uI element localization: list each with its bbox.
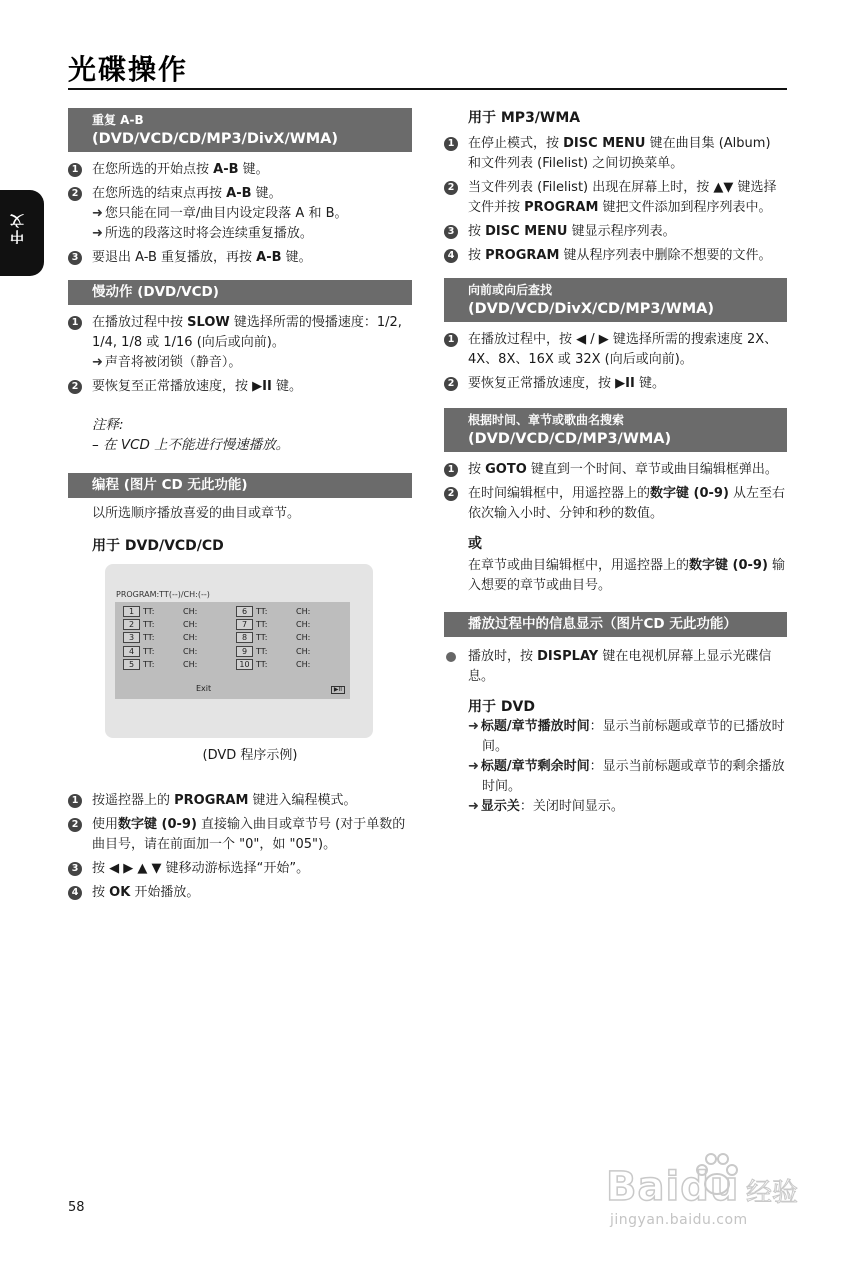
program-tt-label: TT: — [256, 620, 268, 630]
program-ch-label: CH: — [296, 633, 311, 643]
step-text: 在您所选的结束点再按 — [92, 186, 227, 201]
list-item — [444, 330, 787, 370]
program-slot-number: 10 — [236, 659, 253, 670]
list-item — [68, 815, 412, 855]
step-number: 1 — [68, 163, 82, 177]
program-tt-label: TT: — [256, 646, 268, 656]
result-note — [92, 353, 412, 373]
section-header-info-display — [444, 612, 787, 637]
list-item — [444, 222, 787, 242]
list-item — [444, 246, 787, 266]
step-number: 2 — [444, 487, 458, 501]
step-number: 1 — [444, 137, 458, 151]
watermark-logo-cn: 经验 — [746, 1178, 799, 1208]
language-tab — [0, 190, 44, 276]
step-text: 在您所选的开始点按 — [92, 162, 214, 177]
left-column — [68, 108, 412, 907]
step-number: 2 — [68, 818, 82, 832]
program-ch-label: CH: — [183, 646, 198, 656]
program-slot-number: 5 — [123, 659, 140, 670]
step-number: 2 — [68, 380, 82, 394]
section-header-line2: (DVD/VCD/CD/MP3/WMA) — [468, 431, 672, 447]
step-text: 按 — [468, 224, 486, 239]
program-slot-number: 8 — [236, 632, 253, 643]
section-header-text: 播放过程中的信息显示（图片CD 无此功能） — [468, 616, 737, 632]
section-header-time-search — [444, 408, 787, 452]
alt-instruction — [444, 556, 787, 596]
option-text: ：显示当前标题或章节的已播放时间。 — [482, 719, 785, 754]
or-label: 或 — [468, 536, 482, 552]
step-number: 3 — [68, 251, 82, 265]
note-label: 注释: — [92, 417, 124, 433]
section-header-text: 慢动作 (DVD/VCD) — [92, 284, 219, 300]
baidu-watermark — [606, 1150, 806, 1240]
info-steps — [444, 647, 787, 687]
list-item — [68, 248, 412, 268]
step-number: 1 — [68, 794, 82, 808]
search-steps — [444, 330, 787, 394]
list-item — [68, 184, 412, 244]
program-ch-label: CH: — [183, 620, 198, 630]
note-text: – 在 VCD 上不能进行慢速播放。 — [92, 437, 290, 453]
option-label: 标题/章节剩余时间 — [480, 759, 590, 774]
step-text-end: 键。 — [251, 186, 282, 201]
section-header-search — [444, 278, 787, 322]
step-text: 按 — [468, 248, 486, 263]
alt-text: 在章节或曲目编辑框中，用遥控器上的 — [468, 558, 690, 573]
program-description: 以所选顺序播放喜爱的曲目或章节。 — [92, 506, 301, 521]
program-steps — [68, 791, 412, 903]
program-ch-label: CH: — [183, 607, 198, 616]
key-label: DISC MENU — [563, 136, 646, 151]
program-slot-number: 6 — [236, 606, 253, 617]
program-screen-row — [115, 632, 350, 644]
step-text-end: 键在曲目集 (Album) 和文件列表 (Filelist) 之间切换菜单。 — [468, 136, 771, 171]
step-text: 按 — [92, 885, 110, 900]
step-text-end: 键。 — [238, 162, 269, 177]
program-screen-title: PROGRAM:TT(--)/CH:(--) — [116, 590, 210, 599]
result-note — [92, 204, 412, 224]
step-number: 4 — [444, 249, 458, 263]
alt-text-end: 输入想要的章节或曲目号。 — [468, 558, 786, 593]
program-ch-label: CH: — [183, 633, 198, 643]
step-text-end: 键直到一个时间、章节或曲目编辑框弹出。 — [526, 462, 778, 477]
step-number: 1 — [68, 316, 82, 330]
step-text: 使用 — [92, 817, 119, 832]
step-number: 1 — [444, 333, 458, 347]
key-label: SLOW — [187, 315, 230, 330]
program-slot-number: 2 — [123, 619, 140, 630]
program-ch-label: CH: — [296, 659, 311, 669]
time-search-steps — [444, 460, 787, 524]
arrow-icon: ➜ — [92, 355, 103, 370]
step-number: 3 — [444, 225, 458, 239]
program-screen-row — [115, 619, 350, 631]
key-label: 数字键 (0-9) — [689, 558, 768, 573]
program-screen-row — [115, 606, 350, 618]
step-number: 2 — [68, 187, 82, 201]
arrow-icon: ➜ — [92, 226, 103, 241]
section-header-line2: (DVD/VCD/DivX/CD/MP3/WMA) — [468, 301, 715, 317]
right-column — [444, 108, 787, 817]
dvd-for-label: 用于 DVD — [468, 699, 535, 715]
step-text: 要退出 A-B 重复播放，再按 — [92, 250, 257, 265]
step-text: 按遥控器上的 — [92, 793, 175, 808]
language-tab-label: 中文 — [10, 212, 26, 244]
step-text-end: 键。 — [281, 250, 312, 265]
key-label: 数字键 (0-9) — [118, 817, 197, 832]
ab-steps — [68, 160, 412, 268]
program-screen-panel — [115, 602, 350, 699]
step-text-end: 键。 — [271, 379, 302, 394]
section-header-line1: 向前或向后查找 — [468, 283, 553, 297]
program-tt-label: TT: — [143, 659, 155, 669]
step-text: 在播放过程中按 — [92, 315, 188, 330]
section-header-line2: (DVD/VCD/CD/MP3/DivX/WMA) — [92, 131, 339, 147]
step-text-end: 键。 — [634, 376, 665, 391]
list-item — [68, 313, 412, 373]
section-header-ab-repeat — [68, 108, 412, 152]
step-text-end: 直接输入曲目或章节号 (对于单数的曲目号，请在前面加一个 "0"，如 "05")。 — [92, 817, 406, 852]
key-label: PROGRAM — [174, 793, 249, 808]
page-number: 58 — [68, 1200, 85, 1215]
program-ch-label: CH: — [296, 620, 311, 630]
option-text: ：显示当前标题或章节的剩余播放时间。 — [482, 759, 785, 794]
step-text-end: 键选择所需的慢播速度：1/2, 1/4, 1/8 或 1/16 (向后或向前)。 — [92, 315, 402, 350]
section-header-slow-motion — [68, 280, 412, 305]
program-tt-label: TT: — [256, 633, 268, 643]
step-text-end: 键显示程序列表。 — [567, 224, 676, 239]
key-label: ▶II — [252, 379, 272, 394]
arrow-icon: ➜ — [468, 799, 479, 814]
result-note — [92, 224, 412, 244]
list-item — [68, 859, 412, 879]
step-text: 在时间编辑框中，用遥控器上的 — [468, 486, 651, 501]
step-text: 在播放过程中，按 ◀ / ▶ 键选择所需的搜索速度 2X、4X、8X、16X 或 32X (向后或向前)。 — [468, 332, 778, 367]
key-label: OK — [109, 885, 131, 900]
step-number: 4 — [68, 886, 82, 900]
page-title: 光碟操作 — [68, 53, 189, 86]
program-slot-number: 1 — [123, 606, 140, 617]
play-pause-icon: ▶II — [331, 686, 345, 694]
list-item — [444, 178, 787, 218]
key-label: A-B — [256, 250, 282, 265]
option-label: 显示关 — [480, 799, 520, 814]
option-label: 标题/章节播放时间 — [480, 719, 590, 734]
list-item — [444, 484, 787, 524]
mp3-for-label: 用于 MP3/WMA — [468, 110, 581, 126]
key-label: GOTO — [485, 462, 527, 477]
program-screen-row — [115, 646, 350, 658]
list-item — [444, 460, 787, 480]
step-text: 当文件列表 (Filelist) 出现在屏幕上时，按 ▲▼ 键选择文件并按 — [468, 180, 777, 215]
result-note — [468, 797, 787, 817]
list-item — [68, 791, 412, 811]
step-text: 按 ◀ ▶ ▲ ▼ 键移动游标选择“开始”。 — [92, 861, 310, 876]
step-text: 要恢复正常播放速度，按 — [468, 376, 616, 391]
result-text: 所选的段落这时将会连续重复播放。 — [104, 226, 313, 241]
note — [68, 415, 412, 455]
step-text: 在停止模式，按 — [468, 136, 564, 151]
program-tt-label: TT: — [256, 659, 268, 669]
step-text-end: 开始播放。 — [130, 885, 200, 900]
step-text-end: 从左至右依次输入小时、分钟和秒的数值。 — [468, 486, 786, 521]
key-label: PROGRAM — [485, 248, 560, 263]
arrow-icon: ➜ — [468, 719, 479, 734]
program-screen-example — [105, 564, 373, 738]
slow-steps — [68, 313, 412, 397]
list-item — [68, 883, 412, 903]
result-text: 您只能在同一章/曲目内设定段落 A 和 B。 — [104, 206, 348, 221]
program-tt-label: TT: — [143, 620, 155, 630]
arrow-icon: ➜ — [92, 206, 103, 221]
list-item — [444, 134, 787, 174]
list-item — [444, 374, 787, 394]
step-text-end: 键在电视机屏幕上显示光碟信息。 — [468, 649, 772, 684]
key-label: DISC MENU — [485, 224, 568, 239]
step-number: 3 — [68, 862, 82, 876]
program-tt-label: TT: — [143, 646, 155, 656]
section-header-line1: 重复 A-B — [92, 113, 144, 127]
program-tt-label: TT: — [143, 633, 155, 643]
program-slot-number: 7 — [236, 619, 253, 630]
program-ch-label: CH: — [183, 659, 198, 669]
key-label: A-B — [213, 162, 239, 177]
program-slot-number: 9 — [236, 646, 253, 657]
key-label: 数字键 (0-9) — [650, 486, 729, 501]
program-tt-label: TT: — [143, 607, 155, 616]
program-caption: (DVD 程序示例) — [202, 748, 298, 763]
arrow-icon: ➜ — [468, 759, 479, 774]
key-label: PROGRAM — [524, 200, 599, 215]
bullet-icon — [446, 652, 456, 662]
watermark-url: jingyan.baidu.com — [610, 1212, 748, 1228]
step-text: 要恢复至正常播放速度，按 — [92, 379, 253, 394]
key-label: A-B — [226, 186, 252, 201]
option-text: ：关闭时间显示。 — [519, 799, 624, 814]
section-header-line1: 根据时间、章节或歌曲名搜索 — [468, 413, 625, 427]
step-text-end: 键进入编程模式。 — [248, 793, 357, 808]
step-text-end: 键从程序列表中删除不想要的文件。 — [559, 248, 772, 263]
step-number: 2 — [444, 181, 458, 195]
program-for-label: 用于 DVD/VCD/CD — [92, 538, 224, 554]
program-screen-exit: Exit — [196, 684, 212, 693]
step-text: 按 — [468, 462, 486, 477]
program-ch-label: CH: — [296, 607, 311, 616]
list-item — [444, 647, 787, 687]
program-slot-number: 4 — [123, 646, 140, 657]
program-screen-row — [115, 659, 350, 671]
mp3-steps — [444, 134, 787, 266]
section-header-text: 编程 (图片 CD 无此功能) — [92, 477, 248, 493]
key-label: ▶II — [615, 376, 635, 391]
section-header-program — [68, 473, 412, 498]
list-item — [68, 160, 412, 180]
program-ch-label: CH: — [296, 646, 311, 656]
list-item — [68, 377, 412, 397]
step-text: 播放时，按 — [468, 649, 538, 664]
result-note — [468, 757, 787, 797]
watermark-logo-text: Baidu — [606, 1164, 740, 1210]
program-slot-number: 3 — [123, 632, 140, 643]
program-tt-label: TT: — [256, 607, 268, 616]
result-text: 声音将被闭锁（静音）。 — [104, 355, 242, 370]
key-label: DISPLAY — [537, 649, 599, 664]
step-number: 2 — [444, 377, 458, 391]
step-text-end: 键把文件添加到程序列表中。 — [598, 200, 772, 215]
step-number: 1 — [444, 463, 458, 477]
dvd-display-options — [444, 717, 787, 817]
result-note — [468, 717, 787, 757]
title-rule — [68, 88, 787, 90]
